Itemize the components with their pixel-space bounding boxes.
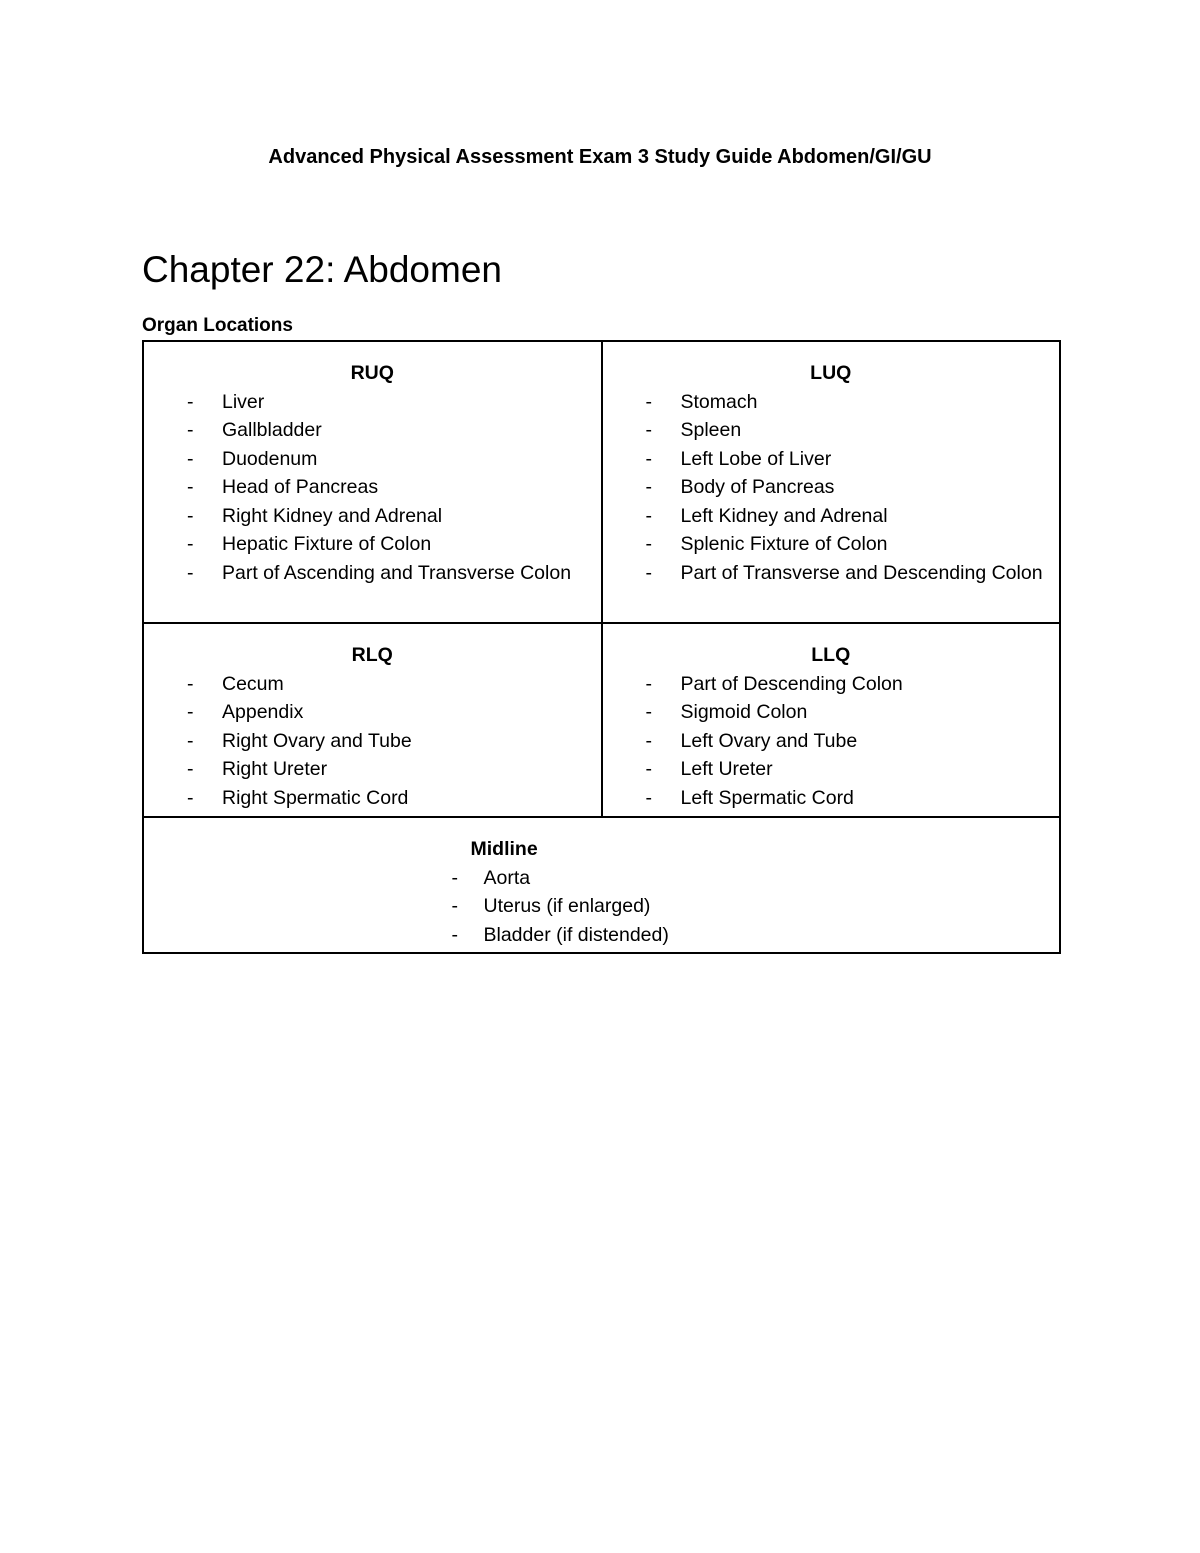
llq-organ-list: [603, 670, 1060, 813]
list-item: [144, 698, 601, 727]
ruq-title: RUQ: [350, 362, 394, 384]
midline-block: [452, 835, 752, 949]
organ-label: Hepatic Fixture of Colon: [222, 533, 432, 555]
list-item: [144, 473, 601, 502]
organ-label: Splenic Fixture of Colon: [680, 533, 888, 555]
organ-label: Right Spermatic Cord: [222, 786, 409, 809]
dash-bullet: -: [645, 476, 652, 498]
rlq-cell: [143, 623, 602, 817]
list-item: [144, 388, 601, 417]
organ-label: Liver: [222, 390, 265, 413]
list-item: [452, 864, 752, 893]
list-item: [144, 502, 601, 531]
organ-label: Left Ureter: [680, 758, 773, 780]
dash-bullet: -: [187, 701, 194, 723]
list-item: [603, 698, 1060, 727]
list-item: [144, 530, 601, 559]
organ-label: Right Ureter: [222, 758, 328, 780]
list-item: [144, 416, 601, 445]
dash-bullet: -: [451, 866, 458, 889]
dash-bullet: -: [187, 533, 194, 555]
list-item: [144, 727, 601, 756]
list-item: [144, 559, 601, 588]
list-item: [603, 530, 1060, 559]
luq-title: LUQ: [810, 362, 852, 384]
organ-label: Part of Transverse and Descending Colon: [680, 561, 1043, 584]
organ-label: Bladder (if distended): [483, 923, 669, 946]
organ-locations-table: [142, 340, 1061, 954]
organ-label: Part of Ascending and Transverse Colon: [222, 561, 572, 584]
list-item: [603, 670, 1060, 699]
dash-bullet: -: [645, 561, 652, 584]
dash-bullet: -: [187, 447, 194, 470]
dash-bullet: -: [645, 390, 652, 413]
dash-bullet: -: [645, 758, 652, 780]
llq-title: LLQ: [811, 644, 851, 666]
organ-label: Left Lobe of Liver: [680, 447, 832, 470]
organ-label: Uterus (if enlarged): [483, 895, 651, 917]
midline-cell: [143, 817, 1060, 953]
dash-bullet: -: [645, 447, 652, 470]
dash-bullet: -: [451, 923, 458, 946]
list-item: [144, 755, 601, 784]
dash-bullet: -: [451, 895, 458, 917]
luq-cell: [602, 341, 1061, 623]
dash-bullet: -: [187, 729, 194, 752]
dash-bullet: -: [645, 786, 652, 809]
organ-label: Aorta: [483, 866, 531, 889]
dash-bullet: -: [645, 533, 652, 555]
rlq-title: RLQ: [351, 644, 393, 666]
organ-label: Right Ovary and Tube: [222, 729, 412, 752]
document-title: Advanced Physical Assessment Exam 3 Study Guide Abdomen/GI/GU: [268, 146, 932, 168]
list-item: [603, 727, 1060, 756]
organ-label: Spleen: [680, 419, 742, 441]
chapter-heading: Chapter 22: Abdomen: [142, 249, 502, 290]
dash-bullet: -: [645, 672, 652, 695]
organ-label: Right Kidney and Adrenal: [222, 504, 443, 527]
dash-bullet: -: [187, 672, 194, 695]
midline-title: Midline: [470, 838, 538, 860]
organ-label: Duodenum: [222, 447, 318, 470]
dash-bullet: -: [187, 561, 194, 584]
dash-bullet: -: [187, 476, 194, 498]
list-item: [603, 502, 1060, 531]
list-item: [603, 755, 1060, 784]
list-item: [144, 445, 601, 474]
organ-label: Appendix: [222, 701, 304, 723]
ruq-cell: [143, 341, 602, 623]
organ-label: Left Spermatic Cord: [680, 786, 854, 809]
organ-label: Head of Pancreas: [222, 476, 379, 498]
dash-bullet: -: [187, 390, 194, 413]
list-item: [603, 388, 1060, 417]
list-item: [603, 445, 1060, 474]
dash-bullet: -: [187, 419, 194, 441]
list-item: [144, 670, 601, 699]
organ-label: Cecum: [222, 672, 284, 695]
dash-bullet: -: [187, 786, 194, 809]
list-item: [603, 416, 1060, 445]
organ-label: Left Ovary and Tube: [680, 729, 858, 752]
dash-bullet: -: [187, 758, 194, 780]
organ-label: Body of Pancreas: [680, 476, 835, 498]
organ-label: Gallbladder: [222, 419, 322, 441]
list-item: [452, 921, 752, 950]
dash-bullet: -: [645, 419, 652, 441]
list-item: [452, 892, 752, 921]
ruq-organ-list: [144, 388, 601, 588]
organ-label: Left Kidney and Adrenal: [680, 504, 888, 527]
llq-cell: [602, 623, 1061, 817]
list-item: [144, 784, 601, 813]
dash-bullet: -: [645, 701, 652, 723]
organ-label: Sigmoid Colon: [680, 701, 808, 723]
list-item: [603, 559, 1060, 588]
list-item: [603, 473, 1060, 502]
dash-bullet: -: [645, 504, 652, 527]
organ-label: Part of Descending Colon: [680, 672, 903, 695]
dash-bullet: -: [187, 504, 194, 527]
rlq-organ-list: [144, 670, 601, 813]
list-item: [603, 784, 1060, 813]
midline-organ-list: [452, 864, 752, 950]
luq-organ-list: [603, 388, 1060, 588]
dash-bullet: -: [645, 729, 652, 752]
organ-label: Stomach: [680, 390, 758, 413]
section-label: Organ Locations: [142, 315, 293, 336]
